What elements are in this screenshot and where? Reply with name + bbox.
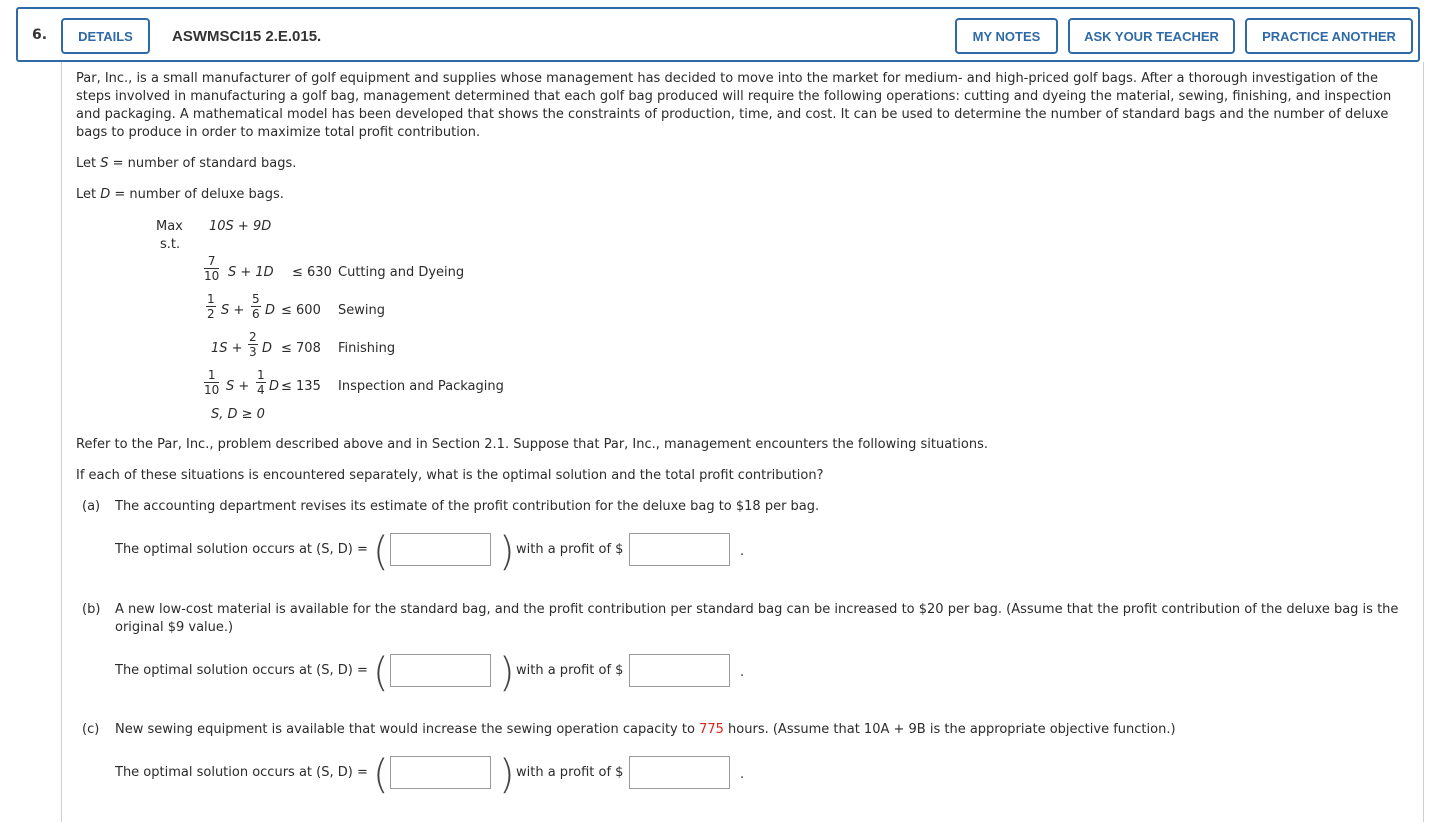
part-c-text: New sewing equipment is available that would increase the sewing operation capacity to 775 hours. (Assume that 10A + 9B is the appropriate objective function.) <box>115 722 1176 737</box>
constraint-sewing-s: S + <box>221 303 245 318</box>
constraint-inspection-label: Inspection and Packaging <box>338 379 504 394</box>
constraint-inspection-s: S + <box>226 379 250 394</box>
constraint-sewing-d: D <box>265 303 276 318</box>
close-paren: ) <box>499 529 515 575</box>
question-text: If each of these situations is encountered separately, what is the optimal solution and the total profit contribution? <box>76 468 824 483</box>
profit-prompt: with a profit of $ <box>516 765 624 780</box>
part-a-profit-input[interactable] <box>629 533 730 566</box>
part-c-profit-input[interactable] <box>629 756 730 789</box>
period: . <box>740 665 745 680</box>
fraction-1-10: $\frac{1}{10}$ <box>204 368 220 397</box>
my-notes-button[interactable]: MY NOTES <box>955 18 1058 54</box>
nonnegativity-constraint: S, D ≥ 0 <box>211 407 265 422</box>
ask-your-teacher-button[interactable]: ASK YOUR TEACHER <box>1068 18 1235 54</box>
constraint-inspection-rhs: ≤ 135 <box>281 379 321 394</box>
intro-paragraph: Par, Inc., is a small manufacturer of golf equipment and supplies whose management has decided to move into the market for medium- and high-priced golf bags. After a thorough investigation of the steps involved in manufacturing a golf bag, management determined that each golf bag produced will require the following operations: cutting and dyeing the material, sewing, finishing, and inspection and packaging. A mathematical model has been developed that shows the constraints of production, time, and cost. It can be used to determine the number of standard bags and the number of deluxe bags to produce in order to maximize total profit contribution. <box>76 71 1392 140</box>
period: . <box>740 544 745 559</box>
close-paren: ) <box>499 650 515 696</box>
part-a-label: (a) <box>82 499 101 514</box>
question-header <box>16 7 1420 62</box>
open-paren: ( <box>373 650 389 696</box>
solution-prompt: The optimal solution occurs at (S, D) = <box>115 765 368 780</box>
let-s-definition: Let S = number of standard bags. <box>76 156 297 171</box>
open-paren: ( <box>373 529 389 575</box>
constraint-finishing-s: 1S + <box>211 341 243 356</box>
solution-prompt: The optimal solution occurs at (S, D) = <box>115 663 368 678</box>
max-label: Max <box>156 219 183 234</box>
constraint-sewing-rhs: ≤ 600 <box>281 303 321 318</box>
fraction-2-3: $\frac{2}{3}$ <box>249 330 257 359</box>
st-label: s.t. <box>160 237 181 252</box>
part-b-solution-input[interactable] <box>390 654 491 687</box>
open-paren: ( <box>373 752 389 798</box>
constraint-finishing-rhs: ≤ 708 <box>281 341 321 356</box>
fraction-5-6: $\frac{5}{6}$ <box>252 292 260 321</box>
fraction-1-4: $\frac{1}{4}$ <box>257 368 265 397</box>
question-id: ASWMSCI15 2.E.015. <box>172 28 322 45</box>
objective-function: 10S + 9D <box>209 219 272 234</box>
details-button[interactable]: DETAILS <box>61 18 150 54</box>
profit-prompt: with a profit of $ <box>516 542 624 557</box>
question-body <box>61 62 1424 822</box>
constraint-sewing-label: Sewing <box>338 303 385 318</box>
period: . <box>740 767 745 782</box>
profit-prompt: with a profit of $ <box>516 663 624 678</box>
question-number: 6. <box>32 27 48 43</box>
close-paren: ) <box>499 752 515 798</box>
solution-prompt: The optimal solution occurs at (S, D) = <box>115 542 368 557</box>
constraint-finishing-d: D <box>262 341 273 356</box>
constraint-inspection-d: D <box>269 379 280 394</box>
part-a-solution-input[interactable] <box>390 533 491 566</box>
practice-another-button[interactable]: PRACTICE ANOTHER <box>1245 18 1413 54</box>
fraction-7-10: $\frac{7}{10}$ <box>204 254 220 283</box>
part-b-label: (b) <box>82 602 101 617</box>
fraction-1-2: $\frac{1}{2}$ <box>207 292 215 321</box>
part-b-text: A new low-cost material is available for the standard bag, and the profit contribution per standard bag can be increased to $20 per bag. (Assume that the profit contribution of the deluxe bag is the original $9 value.) <box>115 602 1399 635</box>
part-c-solution-input[interactable] <box>390 756 491 789</box>
part-c-label: (c) <box>82 722 100 737</box>
constraint-cutting-label: Cutting and Dyeing <box>338 265 465 280</box>
part-a-text: The accounting department revises its estimate of the profit contribution for the deluxe bag to $18 per bag. <box>115 499 820 514</box>
refer-text: Refer to the Par, Inc., problem described above and in Section 2.1. Suppose that Par, Inc., management encounters the following situations. <box>76 437 988 452</box>
sewing-capacity-highlight: 775 <box>699 722 724 737</box>
constraint-cutting-rhs: ≤ 630 <box>292 265 332 280</box>
constraint-finishing-label: Finishing <box>338 341 396 356</box>
constraint-cutting-terms: S + 1D <box>228 265 274 280</box>
part-b-profit-input[interactable] <box>629 654 730 687</box>
let-d-definition: Let D = number of deluxe bags. <box>76 187 284 202</box>
